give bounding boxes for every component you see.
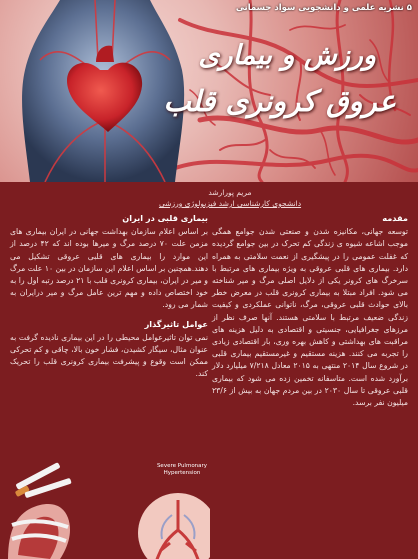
factors-heading: عوامل تاثیرگذار [144,318,208,329]
page-title-line2: عروق کرونری قلب [163,84,396,118]
page-title-line1: ورزش و بیماری [198,40,376,71]
left-column [10,212,208,387]
factors-text: نمی توان تاثیرعوامل محیطی را در این بیماری نادیده گرفت به عنوان مثال، سیگار کشیدن، فشار خون بالا، چاقی و کم تحرکی ممکن است وقوع و پیشرفت بیماری کرونری قلب را تحریک کند. [10,332,208,379]
magazine-header: ۵ نشریه علمی و دانشجویی سواد جسمانی [235,3,412,13]
cigarette-icon [15,462,72,498]
iran-heading: بیماری قلبی در ایران [122,213,208,223]
author-block [150,187,310,209]
artery-icon [8,504,70,559]
intro-column [212,212,408,415]
author-name: مریم پورارشد [208,188,252,197]
iran-text: بر اساس اعلام سازمان بهداشت جهانی در ایران بیماری های مزمن علت ۷۰ درصد مرگ و میرها بوده اند که ۴۲ درصد از این موارد را بیماری های قلبی عروقی تشکیل می دهند.همچنین بر اساس اعلام این سازمان در بین ۱۰ علت مرگ و میر در ایران، بیماری کرونری قلب با ۲۱ درصد رتبه اول را به خود اختصاص داده و مهم ترین عامل مرگ و میر درایران به شمار می رود. [10,227,208,310]
author-affiliation: دانشجوی کارشناسی ارشد فیزیولوژی ورزشی [158,199,302,208]
illustration-label: Severe Pulmonary Hypertension [156,463,208,476]
intro-heading: مقدمه [382,213,408,223]
lungs-icon [138,493,210,559]
intro-text: توسعه جهانی، مکانیزه شدن و صنعتی شدن جوامع همگی موجب اشاعه شیوه ی زندگی کم تحرک در بین جوامع گردیده که غفلت عمومی را در پیشگیری از نعمت سلامتی به همراه دارد. بیماری های قلبی عروقی به ویژه بیماری های مرتبط با سرخرگ های کرونر یکی از دلایل اصلی مرگ و میر شناخته می شود. افراد مبتلا به بیماری کرونری قلب در معرض خطر بالای حوادث قلبی عروقی، مرگ، ناتوانی عملکردی و کیفیت زندگی ضعیف مرتبط با سلامتی هستند. آنها صرف نظر از مرزهای جغرافیایی، جنسیتی و اقتصادی به دلیل هزینه های مراقبت های بهداشتی و کاهش بهره وری، بار اقتصادی زیادی را تجربه می کنند. هزینه مستقیم و غیرمستقیم بیماری قلبی در شروع سال ۲۰۱۴ منتهی به ۲۰۱۵ معادل ۷/۲۱۸ میلیارد دلار برآورد شده است. متاسفانه تخمین زده می شود که بیماری قلبی عروقی تا سال ۲۰۳۰ در بین مردم جهان به بیش از ۲۳/۶ میلیون نفر برسد. [212,227,408,408]
hero-image [0,0,418,182]
